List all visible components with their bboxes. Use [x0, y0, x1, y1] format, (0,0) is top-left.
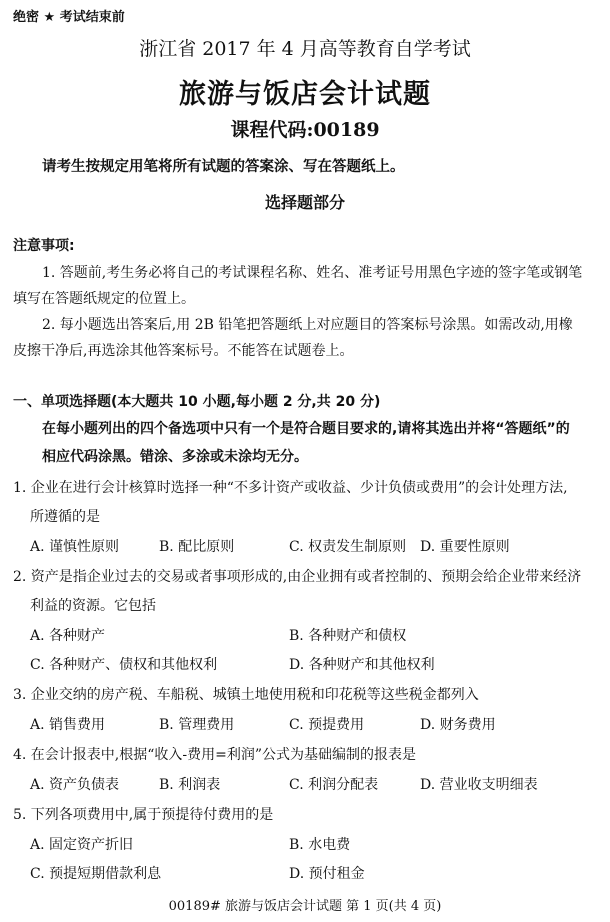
question-2-option-a[interactable]: A. 各种财产 — [30, 628, 106, 644]
question-4-option-a[interactable]: A. 资产负债表 — [30, 777, 120, 793]
question-2-option-d[interactable]: D. 各种财产和其他权利 — [289, 657, 435, 673]
subject-title: 旅游与饭店会计试题 — [179, 79, 431, 110]
question-1-option-c[interactable]: C. 权责发生制原则 — [289, 539, 407, 555]
question-5-option-b[interactable]: B. 水电费 — [289, 837, 351, 853]
part-title: 选择题部分 — [264, 193, 345, 212]
question-5-option-c[interactable]: C. 预提短期借款利息 — [30, 866, 162, 882]
note-2-line-2: 皮擦干净后,再选涂其他答案标号。不能答在试题卷上。 — [13, 343, 354, 359]
question-5-option-a[interactable]: A. 固定资产折旧 — [30, 837, 134, 853]
question-3-option-b[interactable]: B. 管理费用 — [159, 717, 235, 733]
question-1-stem-cont: 所遵循的是 — [30, 509, 100, 525]
question-3-stem: 3. 企业交纳的房产税、车船税、城镇土地使用税和印花税等这些税金都列入 — [13, 687, 479, 703]
question-5-option-d[interactable]: D. 预付租金 — [289, 866, 365, 882]
answer-instruction: 请考生按规定用笔将所有试题的答案涂、写在答题纸上。 — [42, 159, 405, 175]
question-4-stem: 4. 在会计报表中,根据“收入-费用=利润”公式为基础编制的报表是 — [13, 747, 417, 763]
exam-title: 浙江省 2017 年 4 月高等教育自学考试 — [139, 38, 471, 60]
question-5-stem: 5. 下列各项费用中,属于预提待付费用的是 — [13, 807, 274, 823]
question-4-option-b[interactable]: B. 利润表 — [159, 777, 221, 793]
section-instruction-line-2: 相应代码涂黑。错涂、多涂或未涂均无分。 — [42, 449, 308, 465]
question-3-option-a[interactable]: A. 销售费用 — [30, 717, 106, 733]
section-heading: 一、单项选择题(本大题共 10 小题,每小题 2 分,共 20 分) — [13, 394, 381, 410]
question-4-option-d[interactable]: D. 营业收支明细表 — [420, 777, 538, 793]
question-1-option-b[interactable]: B. 配比原则 — [159, 539, 235, 555]
page-footer: 00189# 旅游与饭店会计试题 第 1 页(共 4 页) — [168, 899, 442, 914]
course-code: 课程代码:00189 — [230, 119, 380, 141]
question-2-stem-cont: 利益的资源。它包括 — [30, 598, 156, 614]
note-1-line-2: 填写在答题纸规定的位置上。 — [13, 291, 195, 307]
note-2-line-1: 2. 每小题选出答案后,用 2B 铅笔把答题纸上对应题目的答案标号涂黑。如需改动,用橡 — [42, 317, 573, 333]
notes-heading: 注意事项: — [13, 238, 75, 254]
question-2-option-b[interactable]: B. 各种财产和债权 — [289, 628, 407, 644]
section-instruction-line-1: 在每小题列出的四个备选项中只有一个是符合题目要求的,请将其选出并将“答题纸”的 — [42, 421, 570, 437]
question-1-stem: 1. 企业在进行会计核算时选择一种“不多计资产或收益、少计负债或费用”的会计处理方法, — [13, 480, 568, 496]
question-4-option-c[interactable]: C. 利润分配表 — [289, 777, 379, 793]
question-2-stem: 2. 资产是指企业过去的交易或者事项形成的,由企业拥有或者控制的、预期会给企业带来经济 — [13, 569, 582, 585]
question-3-option-d[interactable]: D. 财务费用 — [420, 717, 496, 733]
confidential-label: 绝密 ★ 考试结束前 — [13, 10, 125, 25]
question-3-option-c[interactable]: C. 预提费用 — [289, 717, 365, 733]
question-2-option-c[interactable]: C. 各种财产、债权和其他权利 — [30, 657, 218, 673]
question-1-option-d[interactable]: D. 重要性原则 — [420, 539, 510, 555]
question-1-option-a[interactable]: A. 谨慎性原则 — [30, 539, 120, 555]
note-1-line-1: 1. 答题前,考生务必将自己的考试课程名称、姓名、准考证号用黑色字迹的签字笔或钢笔 — [42, 265, 583, 281]
